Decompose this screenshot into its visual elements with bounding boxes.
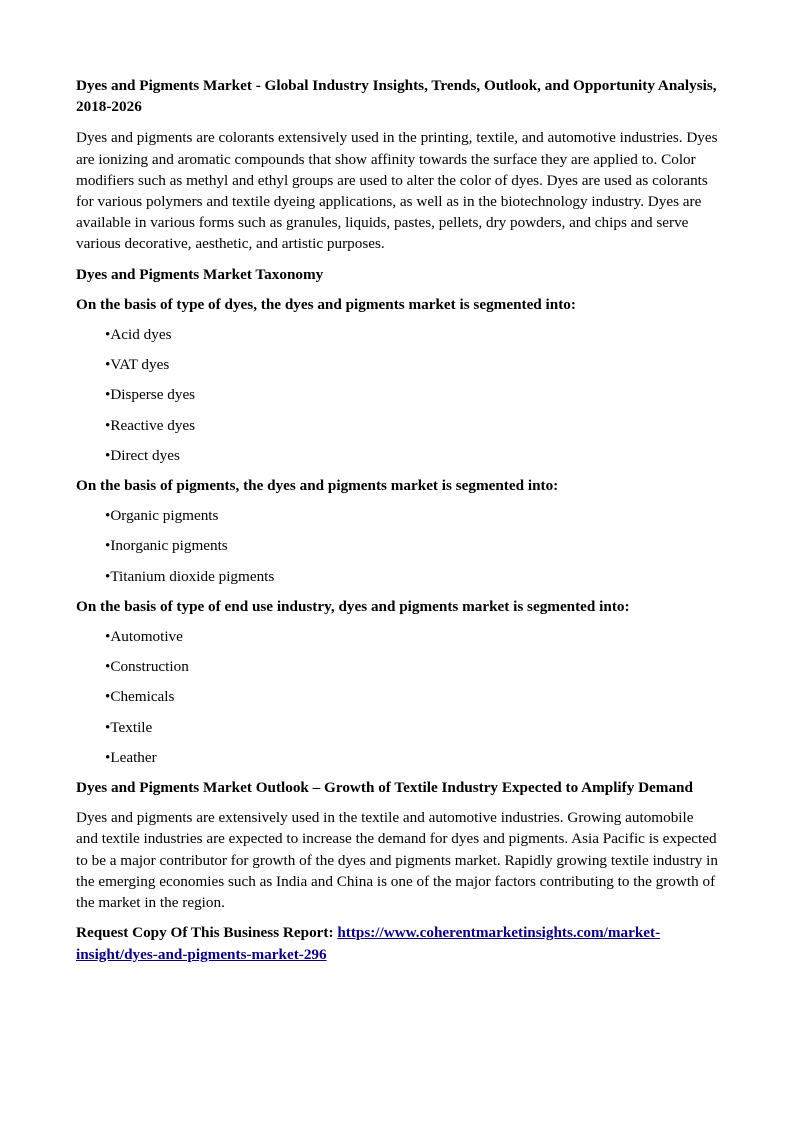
list-item: •Construction	[105, 658, 189, 676]
request-label: Request Copy Of This Business Report:	[76, 924, 338, 942]
document-page	[76, 75, 718, 965]
intro-paragraph: Dyes and pigments are colorants extensively used in the printing, textile, and automotive industries. Dyes are ionizing and aromatic compounds that show affinity towards the surface they are applied to. Color modifiers such as methyl and ethyl groups are used to alter the color of dyes. Dyes are used as colorants for various polymers and textile dyeing applications, as well as in the biotechnology industry. Dyes are available in various forms such as granules, liquids, pastes, pellets, dry powders, and chips and serve various decorative, aesthetic, and artistic purposes.	[76, 129, 718, 253]
taxonomy-heading: Dyes and Pigments Market Taxonomy	[76, 265, 324, 283]
list-item: •Leather	[105, 748, 157, 766]
list-item: •Titanium dioxide pigments	[105, 567, 275, 585]
list-item: •Reactive dyes	[105, 416, 196, 434]
list-item: •Direct dyes	[105, 446, 180, 464]
end-use-section-heading: On the basis of type of end use industry, dyes and pigments market is segmented into:	[76, 597, 630, 615]
list-item: •Automotive	[105, 628, 183, 646]
list-item: •Acid dyes	[105, 326, 172, 344]
pigments-section-heading: On the basis of pigments, the dyes and pigments market is segmented into:	[76, 477, 559, 495]
document-title: Dyes and Pigments Market - Global Industry Insights, Trends, Outlook, and Opportunity Analysis, 2018-2026	[76, 77, 717, 116]
dyes-section-heading: On the basis of type of dyes, the dyes and pigments market is segmented into:	[76, 295, 576, 313]
request-copy-line	[76, 922, 718, 964]
outlook-paragraph: Dyes and pigments are extensively used in the textile and automotive industries. Growing automobile and textile industries are expected to increase the demand for dyes and pigments. Asia Pacific is expected to be a major contributor for growth of the dyes and pigments market. Rapidly growing textile industry in the emerging economies such as India and China is one of the major factors contributing to the growth of the market in the region.	[76, 809, 718, 912]
list-item: •Textile	[105, 718, 153, 736]
list-item: •VAT dyes	[105, 356, 170, 374]
list-item: •Disperse dyes	[105, 386, 196, 404]
list-item: •Organic pigments	[105, 507, 219, 525]
report-link[interactable]: https://www.coherentmarketinsights.com/market-insight/dyes-and-pigments-market-296	[76, 924, 661, 963]
list-item: •Inorganic pigments	[105, 537, 228, 555]
list-item: •Chemicals	[105, 688, 175, 706]
outlook-heading: Dyes and Pigments Market Outlook – Growth of Textile Industry Expected to Amplify Demand	[76, 779, 693, 797]
